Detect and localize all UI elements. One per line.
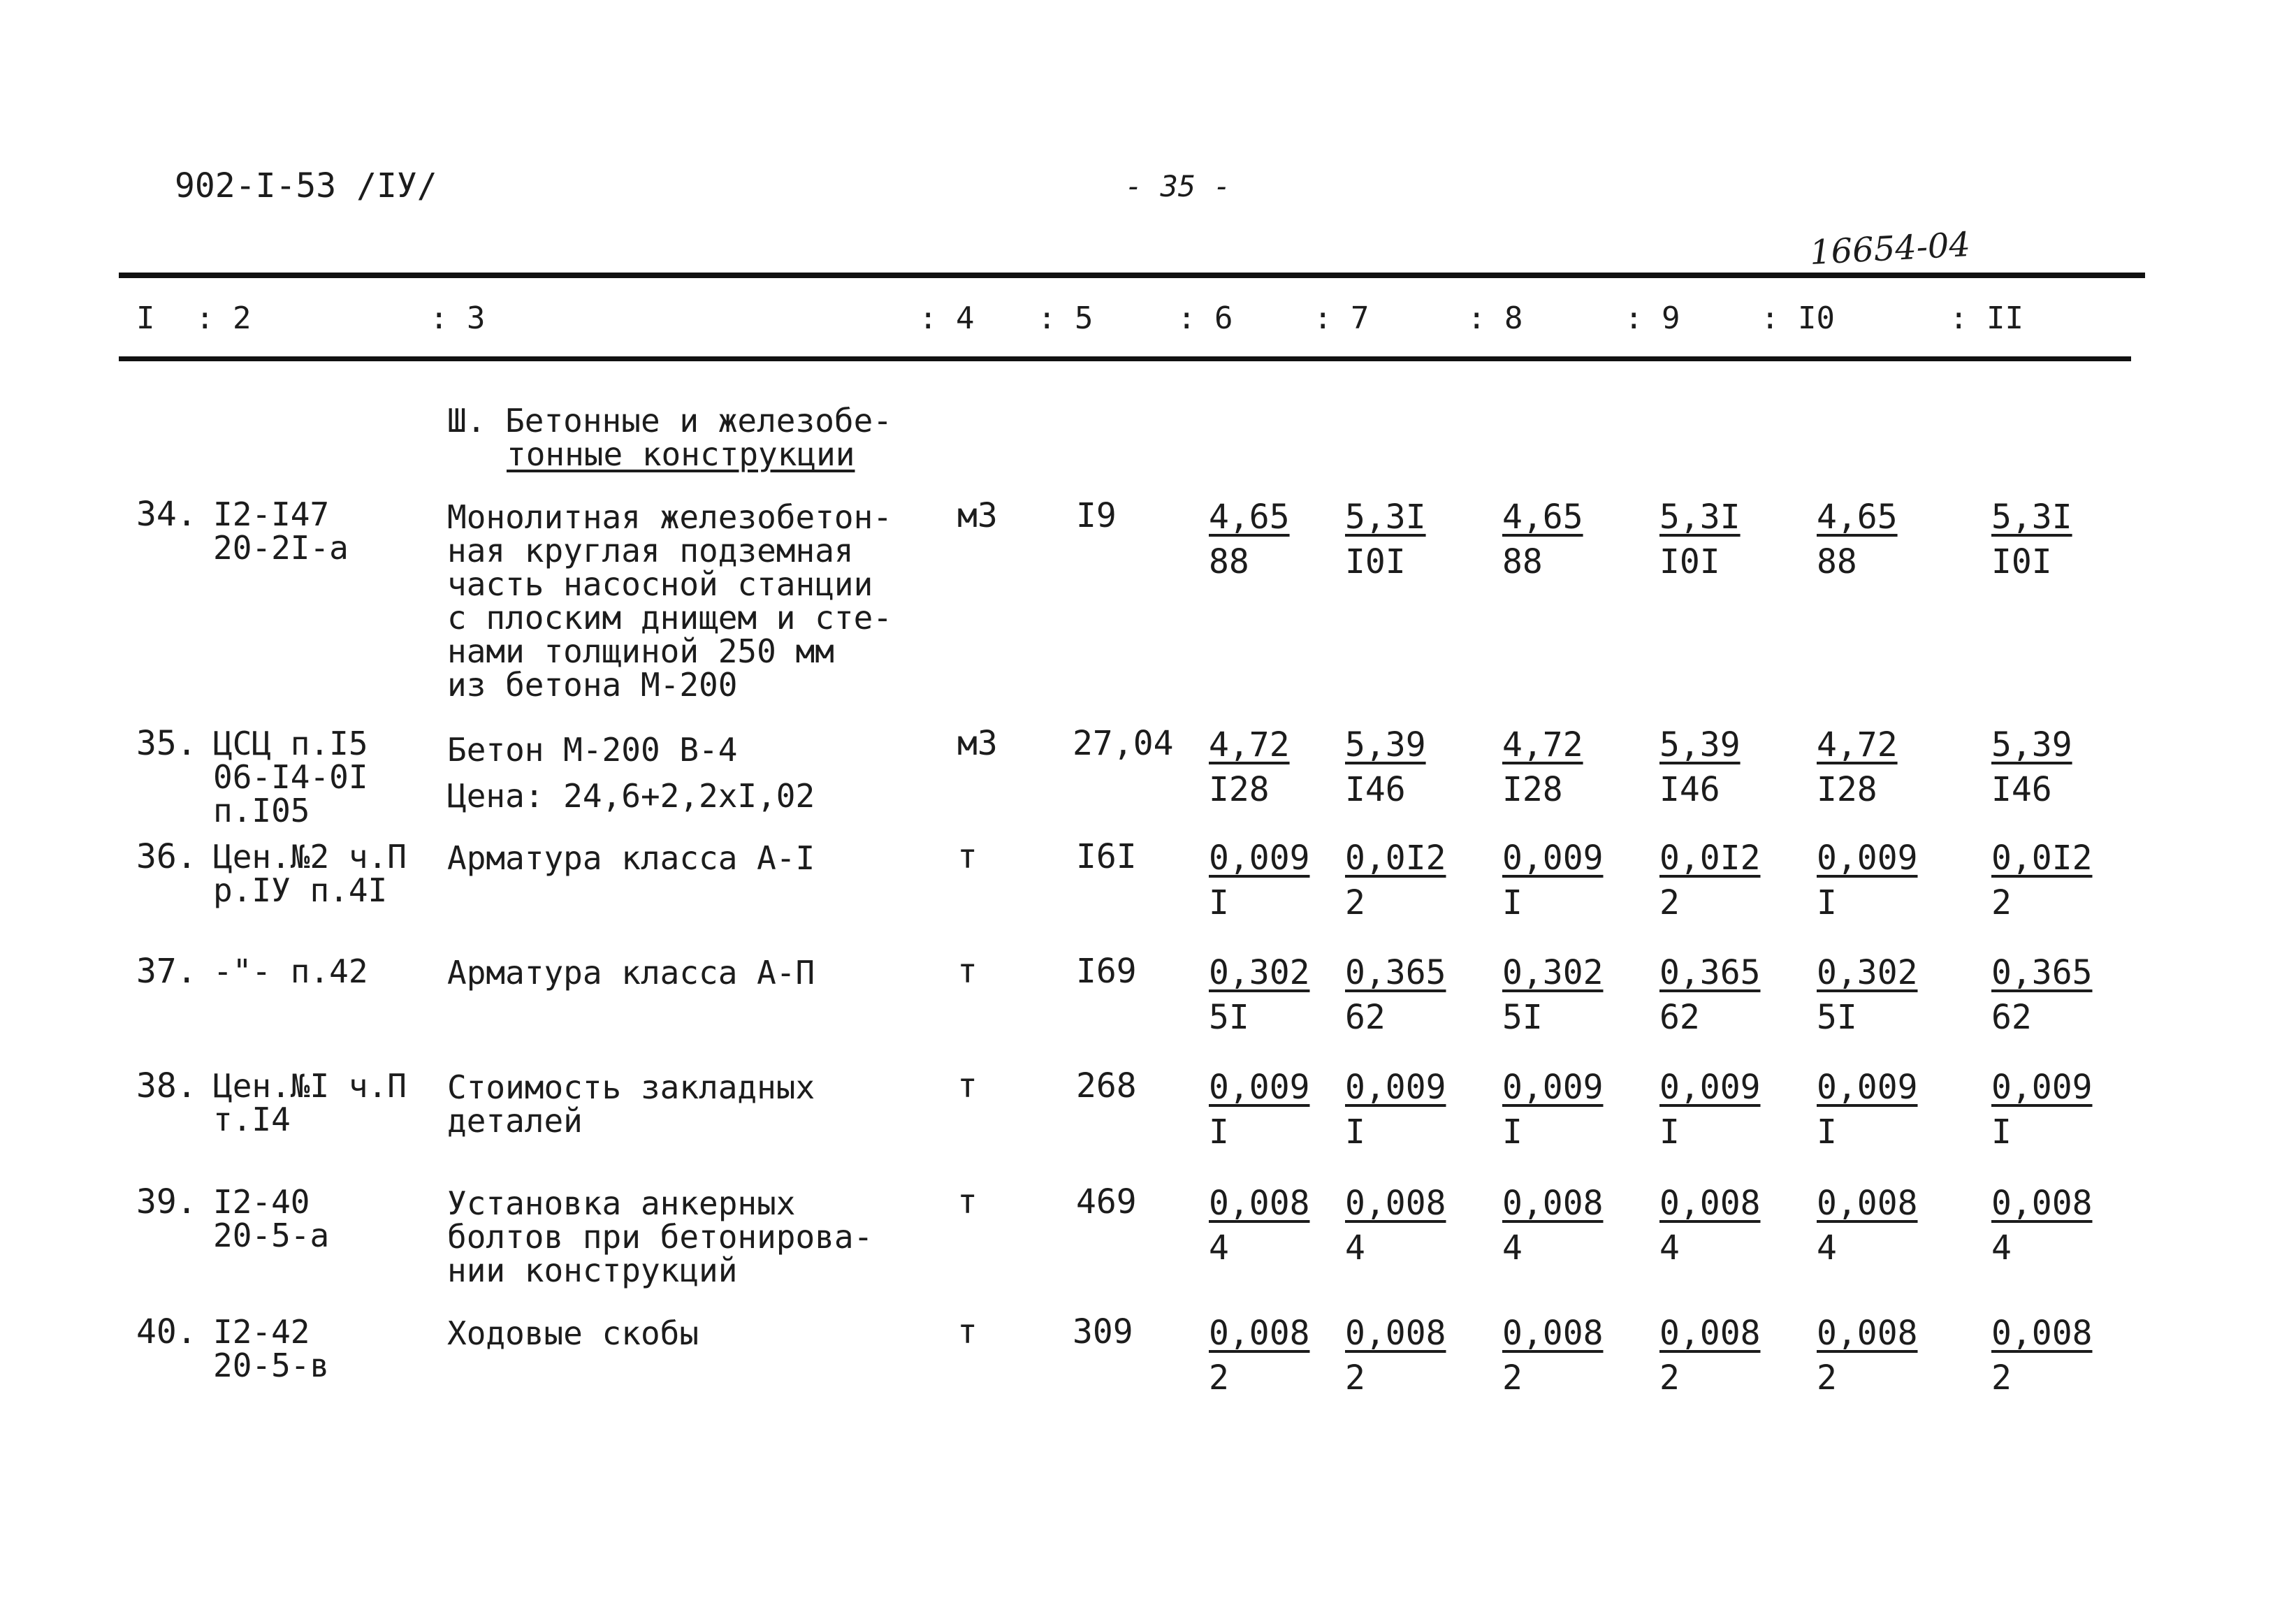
value-col-6: 0,302 5I	[1209, 953, 1310, 1037]
value-col-8: 0,302 5I	[1502, 953, 1604, 1037]
row-description	[447, 1314, 699, 1352]
code-line: 20-5-a	[213, 1217, 330, 1254]
value-col-7: 5,39 I46	[1345, 725, 1426, 809]
page-number: - 35 -	[1125, 169, 1231, 203]
description-line: ная круглая подземная	[447, 532, 854, 570]
description-line: нами толщиной 250 мм	[447, 632, 834, 670]
value-col-7: 0,365 62	[1345, 953, 1446, 1037]
row-code	[213, 952, 368, 990]
value-col-8: 0,008 2	[1502, 1314, 1604, 1398]
col-header-10: : I0	[1761, 300, 1835, 336]
description-line: нии конструкций	[447, 1252, 738, 1289]
value-col-10: 4,65 88	[1817, 498, 1898, 581]
code-line: Цен.№I ч.П	[213, 1067, 407, 1105]
row-code	[213, 1315, 329, 1382]
value-col-10: 0,009 I	[1817, 839, 1918, 922]
value-col-11: 0,009 I	[1991, 1068, 2093, 1152]
row-code	[213, 495, 349, 567]
row-number: 34.	[136, 495, 197, 534]
row-quantity: 268	[1076, 1066, 1137, 1105]
description-line: Монолитная железобетон-	[447, 498, 892, 536]
col-header-3: : 3	[430, 300, 486, 336]
value-col-7: 5,3I I0I	[1345, 498, 1426, 581]
value-col-11: 0,008 2	[1991, 1314, 2093, 1398]
code-line: 20-2I-a	[213, 529, 349, 567]
description-line: Арматура класса А-П	[447, 954, 815, 992]
row-quantity: I9	[1076, 496, 1117, 535]
description-line: с плоским днищем и сте-	[447, 599, 892, 637]
value-col-10: 0,302 5I	[1817, 953, 1918, 1037]
table-header-rule	[119, 356, 2131, 361]
code-line: I2-42	[213, 1313, 310, 1351]
value-col-11: 5,3I I0I	[1991, 498, 2072, 581]
col-header-4: : 4	[919, 300, 975, 336]
row-quantity: I69	[1076, 952, 1137, 991]
code-line: 06-I4-0I	[213, 758, 368, 796]
row-code	[213, 1069, 407, 1136]
description-line: Ходовые скобы	[447, 1314, 699, 1352]
value-col-6: 0,008 4	[1209, 1184, 1310, 1268]
description-line: Цена: 24,6+2,2хI,02	[447, 777, 815, 815]
value-col-6: 4,65 88	[1209, 498, 1290, 581]
description-line: часть насосной станции	[447, 565, 873, 603]
row-unit: м3	[957, 496, 998, 535]
value-col-8: 0,009 I	[1502, 839, 1604, 922]
value-col-8: 0,009 I	[1502, 1068, 1604, 1152]
value-col-9: 0,008 4	[1659, 1184, 1761, 1268]
row-unit: т	[957, 837, 978, 876]
description-line: Арматура класса А-I	[447, 839, 815, 877]
value-col-7: 0,008 4	[1345, 1184, 1446, 1268]
value-col-11: 0,365 62	[1991, 953, 2093, 1037]
value-col-8: 4,65 88	[1502, 498, 1583, 581]
value-col-7: 0,008 2	[1345, 1314, 1446, 1398]
row-number: 39.	[136, 1182, 197, 1221]
code-line: Цен.№2 ч.П	[213, 838, 407, 876]
value-col-6: 0,008 2	[1209, 1314, 1310, 1398]
col-header-5: : 5	[1038, 300, 1093, 336]
row-description	[447, 841, 815, 875]
value-col-11: 5,39 I46	[1991, 725, 2072, 809]
row-number: 36.	[136, 837, 197, 876]
description-line: из бетона М-200	[447, 666, 738, 704]
row-quantity: 469	[1076, 1182, 1137, 1221]
description-line: Установка анкерных	[447, 1184, 796, 1222]
code-line: -"- п.42	[213, 952, 368, 990]
section-title-line-1: Ш. Бетонные и железобе-	[447, 402, 892, 440]
row-number: 38.	[136, 1066, 197, 1105]
value-col-10: 0,008 2	[1817, 1314, 1918, 1398]
row-number: 35.	[136, 724, 197, 763]
value-col-8: 0,008 4	[1502, 1184, 1604, 1268]
col-header-9: : 9	[1625, 300, 1680, 336]
value-col-9: 0,008 2	[1659, 1314, 1761, 1398]
document-code: 902-I-53 /IУ/	[175, 166, 437, 205]
code-line: ЦСЦ п.I5	[213, 725, 368, 762]
value-col-10: 0,008 4	[1817, 1184, 1918, 1268]
row-unit: т	[957, 1066, 978, 1105]
value-col-7: 0,009 I	[1345, 1068, 1446, 1152]
description-line: Стоимость закладных	[447, 1068, 815, 1106]
code-line: I2-40	[213, 1183, 310, 1221]
row-unit: м3	[957, 724, 998, 763]
row-number: 40.	[136, 1312, 197, 1351]
row-description	[447, 954, 815, 992]
row-quantity: 27,04	[1073, 724, 1174, 763]
row-code	[213, 840, 407, 907]
row-description	[447, 500, 892, 702]
col-header-2: : 2	[196, 300, 252, 336]
value-col-11: 0,0I2 2	[1991, 839, 2093, 922]
section-title	[447, 404, 892, 471]
row-number: 37.	[136, 952, 197, 991]
description-line: Бетон М-200 В-4	[447, 731, 738, 769]
col-header-8: : 8	[1467, 300, 1523, 336]
col-header-11: : II	[1949, 300, 2023, 336]
value-col-9: 0,365 62	[1659, 953, 1761, 1037]
value-col-11: 0,008 4	[1991, 1184, 2093, 1268]
row-code	[213, 1185, 329, 1252]
value-col-9: 5,39 I46	[1659, 725, 1741, 809]
value-col-6: 0,009 I	[1209, 839, 1310, 922]
code-line: р.IУ п.4I	[213, 871, 388, 909]
value-col-9: 0,009 I	[1659, 1068, 1761, 1152]
code-line: I2-I47	[213, 495, 330, 533]
row-quantity: 309	[1073, 1312, 1133, 1351]
code-line: 20-5-в	[213, 1347, 330, 1384]
row-code	[213, 727, 368, 827]
description-line: деталей	[447, 1102, 583, 1140]
col-header-6: : 6	[1177, 300, 1233, 336]
value-col-9: 0,0I2 2	[1659, 839, 1761, 922]
row-description	[447, 1068, 815, 1140]
value-col-6: 0,009 I	[1209, 1068, 1310, 1152]
row-unit: т	[957, 1312, 978, 1351]
value-col-10: 0,009 I	[1817, 1068, 1918, 1152]
value-col-6: 4,72 I28	[1209, 725, 1290, 809]
value-col-10: 4,72 I28	[1817, 725, 1898, 809]
section-title-line-2: тонные конструкции	[507, 435, 855, 473]
description-line: болтов при бетонирова-	[447, 1218, 873, 1256]
value-col-7: 0,0I2 2	[1345, 839, 1446, 922]
row-quantity: I6I	[1076, 837, 1137, 876]
col-header-7: : 7	[1314, 300, 1369, 336]
archive-number: 16654-04	[1808, 225, 1972, 273]
value-col-9: 5,3I I0I	[1659, 498, 1741, 581]
code-line: т.I4	[213, 1101, 291, 1138]
row-unit: т	[957, 952, 978, 991]
row-description	[447, 1184, 873, 1289]
row-unit: т	[957, 1182, 978, 1221]
row-description	[447, 727, 815, 819]
code-line: п.I05	[213, 792, 310, 829]
col-header-1: I	[136, 300, 155, 336]
value-col-8: 4,72 I28	[1502, 725, 1583, 809]
table-top-rule	[119, 273, 2145, 278]
